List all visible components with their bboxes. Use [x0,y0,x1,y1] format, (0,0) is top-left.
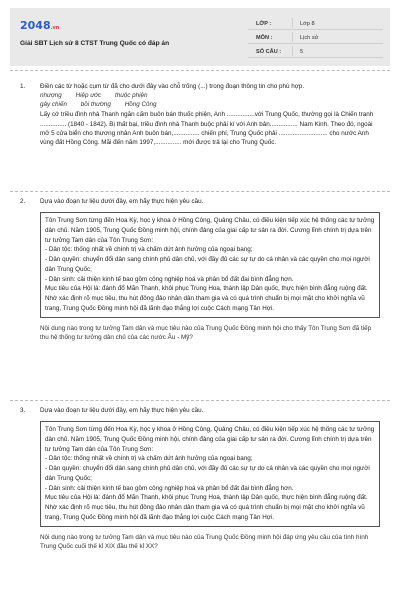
question-number: 1. [20,83,26,90]
word-bank-line-2 [40,100,380,109]
source-paragraph: - Dân tộc: thống nhất về chính trị và chấm dứt ảnh hưởng của ngoại bang; [45,246,253,254]
source-paragraph: - Dân quyền: chuyển đổi dân sang chính phủ dân chủ, với đầy đủ các sự tự do cá nhân và các quyền cho mọi người dân Trung Quốc; [45,465,370,482]
meta-separator [292,32,293,42]
question-number: 2. [20,198,26,205]
word-bank-line-1 [40,91,380,100]
logo-suffix: .vn [50,25,60,31]
meta-value: Lịch sử [300,35,319,41]
worksheet-header [10,8,390,66]
word-bank-item: nhượng [40,92,62,100]
question-1 [20,82,380,147]
source-paragraph: Tôn Trung Sơn từng đến Hoa Kỳ, học y khoa ở Hồng Công, Quảng Châu, có điều kiện tiếp xúc hệ thống các tư tưởng dân chủ. Năm 1905, Trung Quốc Đồng minh hội, chính đảng của giai cấp tư sản ra đời. Cương lĩnh chính trị dựa trên tư tưởng Tam dân của Tôn Trung Sơn: [45,426,375,453]
logo-main: 2048 [20,19,51,32]
question-ask: Nội dung nào trong tư tưởng Tam dân và mục tiêu nào của Trung Quốc Đồng minh hội cho thấy Tôn Trung Sơn đã tiếp thu hệ thống tư tưởng dân chủ của các nước Âu - Mỹ? [40,324,372,341]
section-divider [10,400,390,401]
meta-separator [292,46,293,56]
meta-label: LỚP : [256,21,272,27]
meta-row-class [248,16,383,30]
meta-value: 5 [300,49,304,55]
question-ask: Nội dung nào trong tư tưởng Tam dân và mục tiêu nào của Trung Quốc Đồng minh hội đáp ứng yêu cầu của tình hình Trung Quốc cuối thế kỉ XIX đầu thế kỉ XX? [40,533,369,550]
word-bank-item: Hiệp ước [75,92,102,100]
meta-table [248,16,383,58]
source-paragraph: Nhờ xác định rõ mục tiêu, thu hút đông đảo nhân dân tham gia và có quá trình chuẩn bị mọi mặt cho khởi nghĩa vũ trang, Trung Quốc Đồng minh hội đã lãnh đạo thắng lợi cuộc Cách mạng Tân Hợi. [45,504,365,521]
source-paragraph: Tôn Trung Sơn từng đến Hoa Kỳ, học y khoa ở Hồng Công, Quảng Châu, có điều kiện tiếp xúc hệ thống các tư tưởng dân chủ. Năm 1905, Trung Quốc Đồng minh hội, chính đảng của giai cấp tư sản ra đời. Cương lĩnh chính trị dựa trên tư tưởng Tam dân của Tôn Trung Sơn: [45,217,375,244]
source-excerpt-box [40,421,380,527]
source-paragraph: Nhờ xác định rõ mục tiêu, thu hút đông đảo nhân dân tham gia và có quá trình chuẩn bị mọi mặt cho khởi nghĩa vũ trang, Trung Quốc Đồng minh hội đã lãnh đạo thắng lợi cuộc Cách mạng Tân Hợi. [45,295,365,312]
source-paragraph: Mục tiêu của Hội là: đánh đổ Mãn Thanh, khôi phục Trung Hoa, thành lập Dân quốc, thực hiện bình đẳng ruộng đất. [45,494,368,502]
source-paragraph: Mục tiêu của Hội là: đánh đổ Mãn Thanh, khôi phục Trung Hoa, thành lập Dân quốc, thực hiện bình đẳng ruộng đất. [45,285,368,293]
question-prompt: Điền các từ hoặc cụm từ đã cho dưới đây vào chỗ trống (...) trong đoạn thông tin cho phù hợp. [40,83,305,90]
meta-row-subject [248,30,383,44]
question-2 [20,197,380,342]
question-prompt: Dựa vào đoạn tư liệu dưới đây, em hãy thực hiện yêu cầu. [40,407,204,414]
question-number: 3. [20,407,26,414]
section-divider [10,70,390,71]
meta-separator [292,18,293,28]
question-prompt: Dựa vào đoạn tư liệu dưới đây, em hãy thực hiện yêu cầu. [40,198,204,205]
document-title: Giải SBT Lịch sử 8 CTST Trung Quốc có đáp án [20,40,170,47]
question-body [40,406,380,551]
meta-label: SỐ CÂU : [256,49,282,55]
source-paragraph: - Dân sinh: cải thiện kinh tế bao gồm công nghiệp hoá và phân bổ đất đai bình đẳng hơn. [45,484,294,492]
source-paragraph: - Dân sinh: cải thiện kinh tế bao gồm công nghiệp hoá và phân bổ đất đai bình đẳng hơn. [45,275,294,283]
section-divider [10,191,390,192]
source-paragraph: - Dân quyền: chuyển đổi dân sang chính phủ dân chủ, với đầy đủ các sự tự do cá nhân và các quyền cho mọi người dân Trung Quốc; [45,256,370,273]
question-body [40,82,380,147]
meta-value: Lớp 8 [300,21,315,27]
question-3 [20,406,380,551]
word-bank-item: gây chiến [40,101,67,109]
fill-in-text: Lấy cớ triều đình nhà Thanh ngăn cấm buôn bán thuốc phiện, Anh ................với Trung Quốc, thường gọi là Chiến tranh ............... (1840 - 1842). Bị thất bại, triều đình nhà Thanh buộc phải kí với Anh bản................ Nam Kinh. Theo đó, ngoài mở 5 cửa biển cho thương nhân Anh buôn bán,............... chiến phí, Trung Quốc phải ............................ cho nước Anh vùng đất Hồng Công. Mãi đến năm 1997,............... mới được trả lại cho Trung Quốc. [40,111,374,146]
site-logo[interactable] [20,18,59,34]
word-bank-item: Hồng Công [124,101,157,109]
source-excerpt-box [40,212,380,318]
meta-row-count [248,44,383,58]
word-bank-item: thuộc phiện [114,92,148,100]
meta-label: MÔN : [256,35,273,41]
question-body [40,197,380,342]
word-bank-item: bồi thường [80,101,111,109]
source-paragraph: - Dân tộc: thống nhất về chính trị và chấm dứt ảnh hưởng của ngoại bang; [45,455,253,463]
